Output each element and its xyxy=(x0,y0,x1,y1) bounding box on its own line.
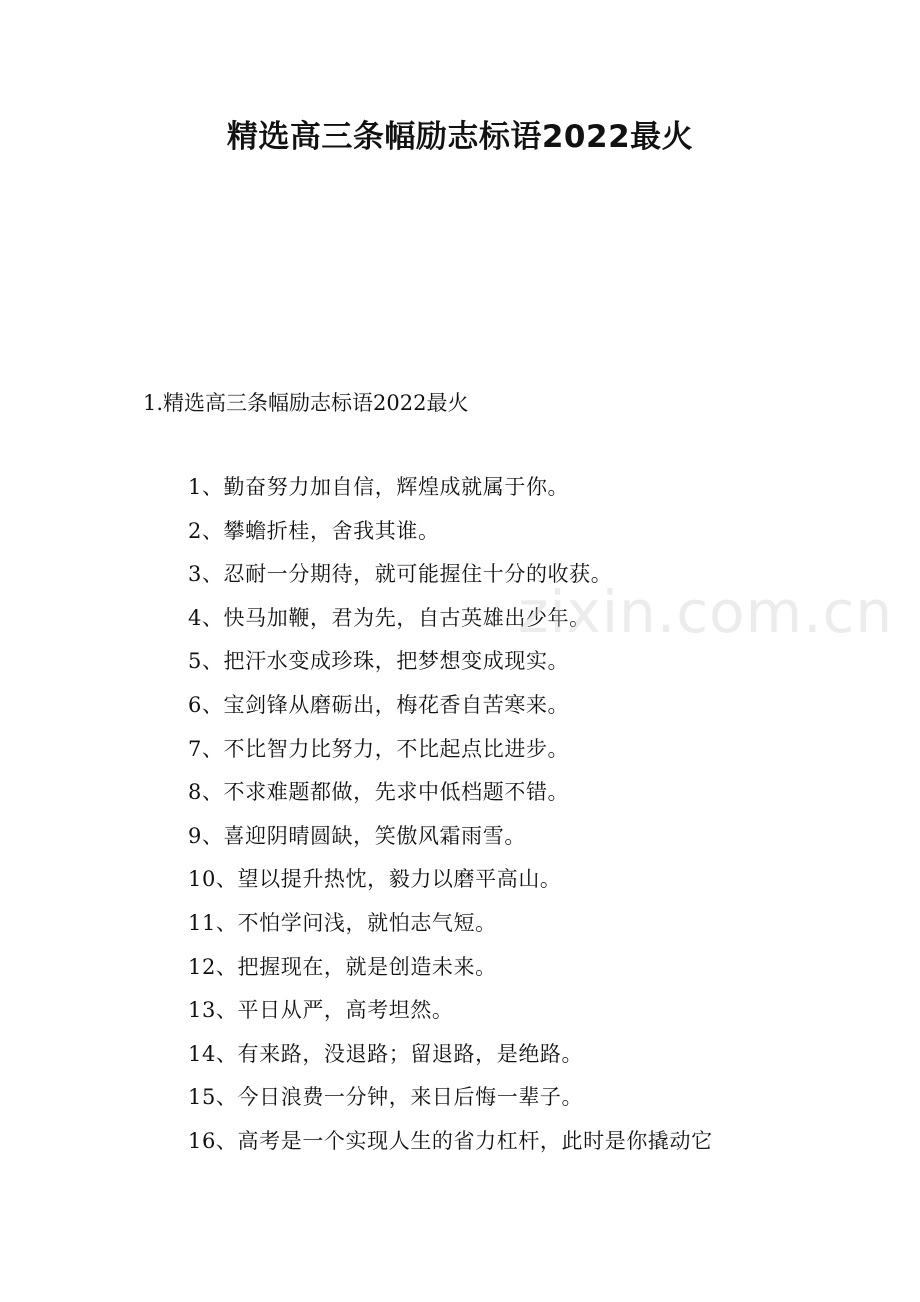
list-item: 3、忍耐一分期待，就可能握住十分的收获。 xyxy=(188,562,613,587)
list-item: 2、攀蟾折桂，舍我其谁。 xyxy=(188,518,440,543)
list-item: 7、不比智力比努力，不比起点比进步。 xyxy=(188,736,570,761)
list-item: 10、望以提升热忱，毅力以磨平高山。 xyxy=(188,867,562,892)
list-item: 13、平日从严，高考坦然。 xyxy=(188,998,454,1023)
list-item: 15、今日浪费一分钟，来日后悔一辈子。 xyxy=(188,1085,584,1110)
list-item: 14、有来路，没退路；留退路，是绝路。 xyxy=(188,1041,584,1066)
section-heading: 1.精选高三条幅励志标语2022最火 xyxy=(143,391,469,415)
list-item: 12、把握现在，就是创造未来。 xyxy=(188,954,497,979)
list-item: 6、宝剑锋从磨砺出，梅花香自苦寒来。 xyxy=(188,692,570,717)
list-item: 11、不怕学问浅，就怕志气短。 xyxy=(188,910,497,935)
list-item: 16、高考是一个实现人生的省力杠杆，此时是你撬动它 xyxy=(188,1128,713,1153)
list-item: 1、勤奋努力加自信，辉煌成就属于你。 xyxy=(188,475,570,499)
slogan-list xyxy=(188,466,713,1164)
list-item: 8、不求难题都做，先求中低档题不错。 xyxy=(188,780,570,805)
list-item: 4、快马加鞭，君为先，自古英雄出少年。 xyxy=(188,605,591,630)
list-item: 9、喜迎阴晴圆缺，笑傲风霜雨雪。 xyxy=(188,823,526,848)
page-title: 精选高三条幅励志标语2022最火 xyxy=(226,119,694,155)
list-item: 5、把汗水变成珍珠，把梦想变成现实。 xyxy=(188,649,570,674)
watermark: zixin.com.cn xyxy=(518,578,894,646)
